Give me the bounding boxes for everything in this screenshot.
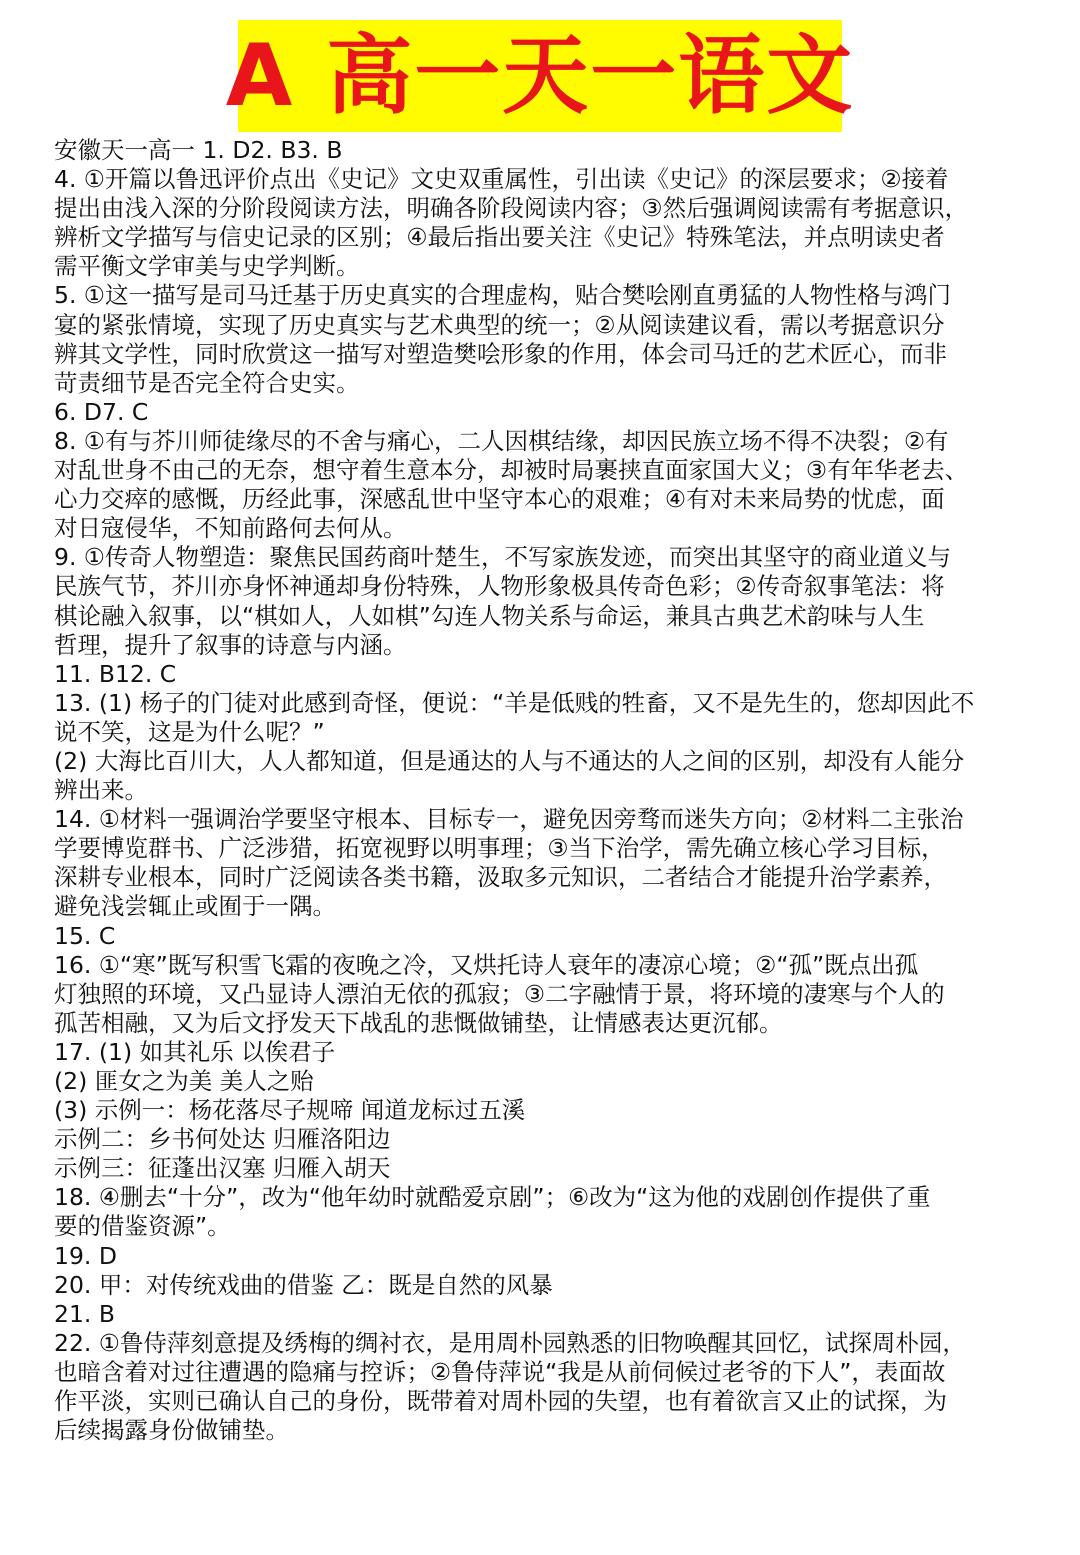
text-line: 19. D: [54, 1241, 117, 1270]
page-title: A 高一天一语文: [225, 26, 855, 126]
text-line: 辨出来。: [54, 776, 148, 805]
text-line: 需平衡文学审美与史学判断。: [54, 252, 360, 281]
text-line: 示例二：乡书何处达 归雁洛阳边: [54, 1125, 391, 1154]
text-line: 辨其文学性，同时欣赏这一描写对塑造樊哙形象的作用，体会司马迁的艺术匠心，而非: [54, 339, 947, 368]
text-line: 民族气节，芥川亦身怀神通却身份特殊，人物形象极具传奇色彩；②传奇叙事笔法：将: [54, 572, 945, 601]
text-line: 心力交瘁的感慨，历经此事，深感乱世中坚守本心的艰难；④有对未来局势的忧虑，面: [54, 485, 945, 514]
text-line: 14. ①材料一强调治学要坚守根本、目标专一，避免因旁骛而迷失方向；②材料二主张治: [54, 805, 964, 834]
text-line: 苛责细节是否完全符合史实。: [54, 368, 360, 397]
text-line: 9. ①传奇人物塑造：聚焦民国药商叶楚生，不写家族发迹，而突出其坚守的商业道义与: [54, 543, 951, 572]
text-line: 作平淡，实则已确认自己的身份，既带着对周朴园的失望，也有着欲言又止的试探，为: [54, 1387, 947, 1416]
text-line: 示例三：征蓬出汉塞 归雁入胡天: [54, 1154, 391, 1183]
text-line: 也暗含着对过往遭遇的隐痛与控诉；②鲁侍萍说“我是从前伺候过老爷的下人”，表面故: [54, 1357, 946, 1386]
text-line: 6. D7. C: [54, 397, 149, 426]
answer-key-text: [54, 136, 1044, 1445]
text-line: 13. (1) 杨子的门徒对此感到奇怪，便说：“羊是低贱的牲畜，又不是先生的，您却因此不: [54, 688, 975, 717]
text-line: 11. B12. C: [54, 659, 177, 688]
text-line: 15. C: [54, 921, 116, 950]
text-line: 20. 甲：对传统戏曲的借鉴 乙：既是自然的风暴: [54, 1270, 553, 1299]
text-line: 安徽天一高一 1. D2. B3. B: [54, 136, 343, 164]
text-line: 5. ①这一描写是司马迁基于历史真实的合理虚构，贴合樊哙刚直勇猛的人物性格与鸿门: [54, 281, 951, 310]
text-line: 宴的紧张情境，实现了历史真实与艺术典型的统一；②从阅读建议看，需以考据意识分: [54, 310, 945, 339]
text-line: 4. ①开篇以鲁迅评价点出《史记》文史双重属性，引出读《史记》的深层要求；②接着: [54, 165, 949, 194]
text-line: 避免浅尝辄止或囿于一隅。: [54, 892, 336, 921]
text-line: 深耕专业根本，同时广泛阅读各类书籍，汲取多元知识，二者结合才能提升治学素养，: [54, 863, 947, 892]
text-line: 孤苦相融，又为后文抒发天下战乱的悲慨做铺垫，让情感表达更沉郁。: [54, 1008, 783, 1037]
text-line: 提出由浅入深的分阶段阅读方法，明确各阶段阅读内容；③然后强调阅读需有考据意识，: [54, 194, 969, 223]
text-line: 棋论融入叙事，以“棋如人，人如棋”勾连人物关系与命运，兼具古典艺术韵味与人生: [54, 601, 925, 630]
text-line: 灯独照的环境，又凸显诗人漂泊无依的孤寂；③二字融情于景，将环境的凄寒与个人的: [54, 979, 945, 1008]
text-line: (2) 匪女之为美 美人之贻: [54, 1067, 314, 1095]
text-line: (3) 示例一：杨花落尽子规啼 闻道龙标过五溪: [54, 1096, 526, 1125]
text-line: 18. ④删去“十分”，改为“他年幼时就酷爱京剧”；⑥改为“这为他的戏剧创作提供了重: [54, 1183, 931, 1212]
text-line: 说不笑，这是为什么呢？”: [54, 717, 325, 746]
text-line: 哲理，提升了叙事的诗意与内涵。: [54, 630, 407, 659]
text-line: 要的借鉴资源”。: [54, 1212, 231, 1241]
text-line: 22. ①鲁侍萍刻意提及绣梅的绸衬衣，是用周朴园熟悉的旧物唤醒其回忆，试探周朴园，: [54, 1328, 966, 1357]
text-line: 学要博览群书、广泛涉猎，拓宽视野以明事理；③当下治学，需先确立核心学习目标，: [54, 834, 945, 863]
text-line: 对乱世身不由己的无奈，想守着生意本分，却被时局裹挟直面家国大义；③有年华老去、: [54, 456, 969, 485]
text-line: 对日寇侵华，不知前路何去何从。: [54, 514, 407, 543]
text-line: 16. ①“寒”既写积雪飞霜的夜晚之冷，又烘托诗人衰年的凄凉心境；②“孤”既点出孤: [54, 950, 919, 979]
text-line: 辨析文学描写与信史记录的区别；④最后指出要关注《史记》特殊笔法，并点明读史者: [54, 223, 945, 252]
title-banner: [225, 20, 855, 132]
text-line: (2) 大海比百川大，人人都知道，但是通达的人与不通达的人之间的区别，却没有人能分: [54, 746, 965, 775]
text-line: 8. ①有与芥川师徒缘尽的不舍与痛心，二人因棋结缘，却因民族立场不得不决裂；②有: [54, 426, 949, 455]
text-line: 17. (1) 如其礼乐 以俟君子: [54, 1037, 336, 1066]
text-line: 后续揭露身份做铺垫。: [54, 1416, 289, 1445]
text-line: 21. B: [54, 1299, 115, 1328]
